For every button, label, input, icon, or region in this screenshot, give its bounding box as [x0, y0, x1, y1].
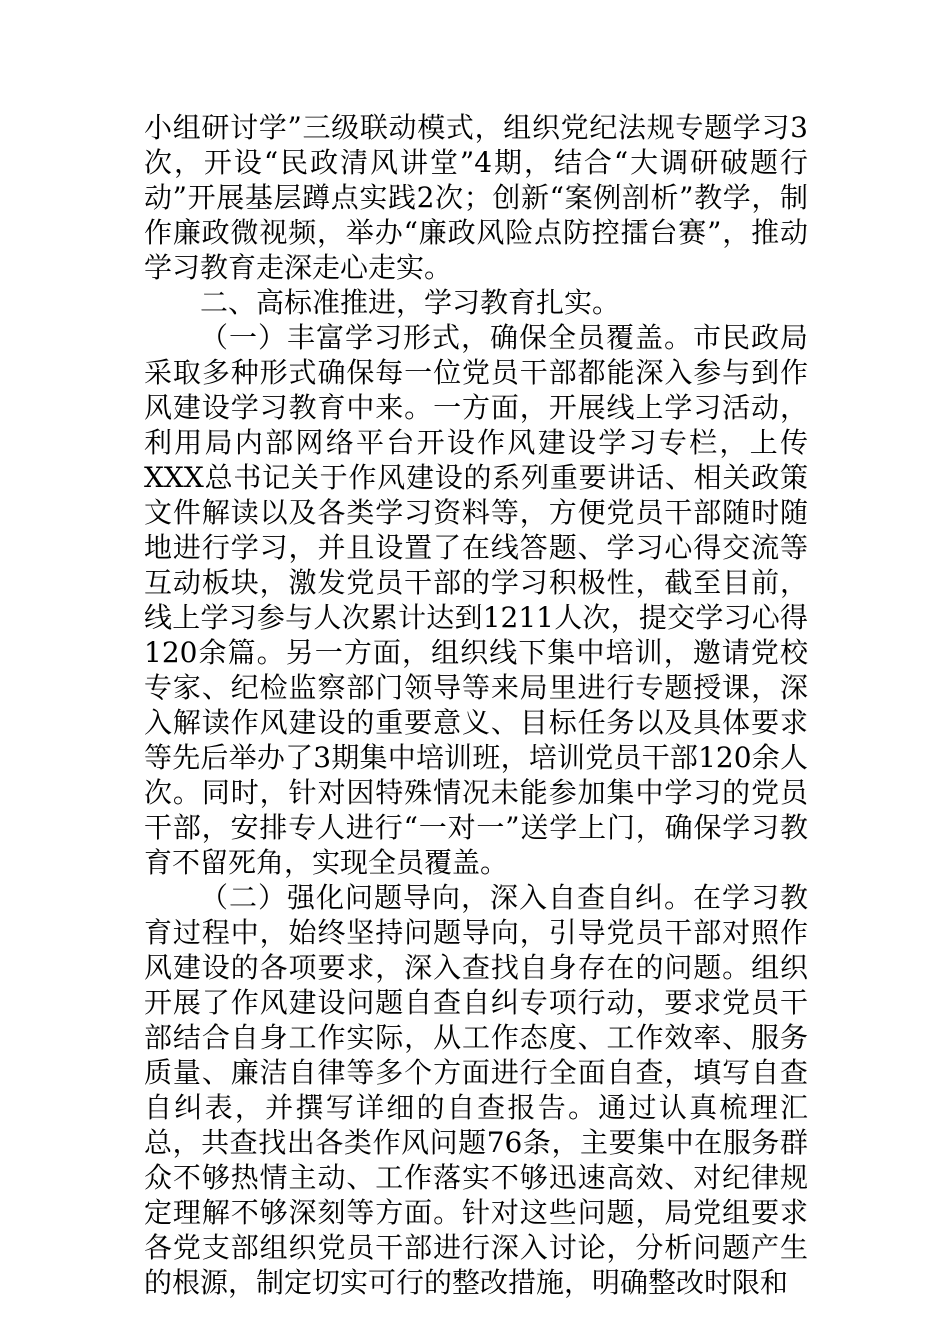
paragraph-problem-oriented: （二）强化问题导向，深入自查自纠。在学习教育过程中，始终坚持问题导向，引导党员干部对照作风建设的各项要求，深入查找自身存在的问题。组织开展了作风建设问题自查自纠专项行动，要求党员干部结合自身工作实际，从工作态度、工作效率、服务质量、廉洁自律等多个方面进行全面自查，填写自查自纠表，并撰写详细的自查报告。通过认真梳理汇总，共查找出各类作风问题76条，主要集中在服务群众不够热情主动、工作落实不够迅速高效、对纪律规定理解不够深刻等方面。针对这些问题，局党组要求各党支部组织党员干部进行深入讨论，分析问题产生的根源，制定切实可行的整改措施，明确整改时限和 [144, 881, 808, 1299]
paragraph-learning-forms: （一）丰富学习形式，确保全员覆盖。市民政局采取多种形式确保每一位党员干部都能深入参与到作风建设学习教育中来。一方面，开展线上学习活动，利用局内部网络平台开设作风建设学习专栏，上传XXX总书记关于作风建设的系列重要讲话、相关政策文件解读以及各类学习资料等，方便党员干部随时随地进行学习，并且设置了在线答题、学习心得交流等互动板块，激发党员干部的学习积极性，截至目前，线上学习参与人次累计达到1211人次，提交学习心得120余篇。另一方面，组织线下集中培训，邀请党校专家、纪检监察部门领导等来局里进行专题授课，深入解读作风建设的重要意义、目标任务以及具体要求等先后举办了3期集中培训班，培训党员干部120余人次。同时，针对因特殊情况未能参加集中学习的党员干部，安排专人进行“一对一”送学上门，确保学习教育不留死角，实现全员覆盖。 [144, 321, 808, 879]
document-page [144, 110, 808, 1300]
paragraph-continuation: 小组研讨学”三级联动模式，组织党纪法规专题学习3次，开设“民政清风讲堂”4期，结合“大调研破题行动”开展基层蹲点实践2次；创新“案例剖析”教学，制作廉政微视频，举办“廉政风险点防控擂台赛”，推动学习教育走深走心走实。 [144, 111, 808, 284]
section-heading: 二、高标准推进，学习教育扎实。 [200, 286, 621, 319]
